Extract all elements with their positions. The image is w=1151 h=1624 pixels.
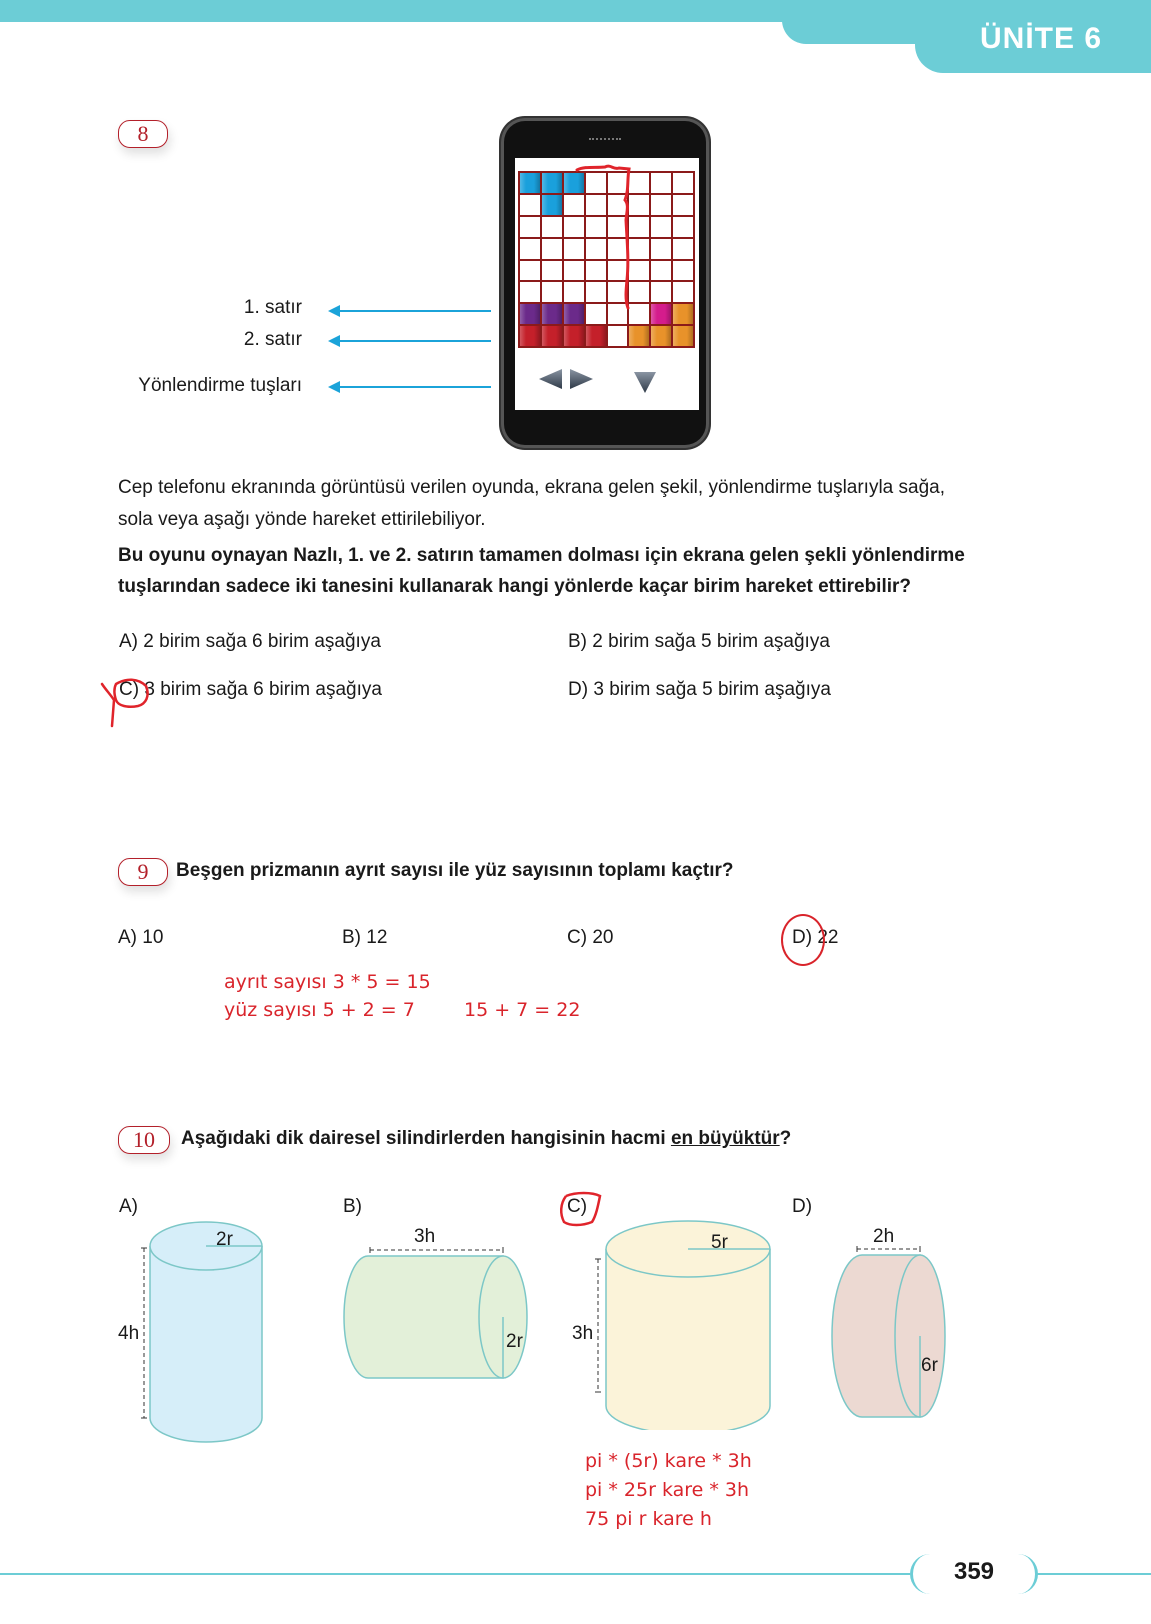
- grid-cell: [541, 238, 563, 260]
- footer-line-left: [0, 1573, 910, 1575]
- q9-option-a[interactable]: A) 10: [118, 927, 164, 948]
- grid-cell: [541, 303, 563, 325]
- row2-arrow: [330, 340, 491, 342]
- grid-cell: [650, 325, 672, 347]
- grid-cell: [650, 281, 672, 303]
- keys-arrow: [330, 386, 491, 388]
- cylinder-d: [820, 1230, 950, 1420]
- q9-note-line1: ayrıt sayısı 3 * 5 = 15: [224, 971, 431, 993]
- grid-cell: [541, 194, 563, 216]
- q9-note-line3: 15 + 7 = 22: [464, 999, 581, 1021]
- cylinder-b: [335, 1230, 535, 1390]
- grid-cell: [519, 238, 541, 260]
- grid-cell: [541, 260, 563, 282]
- grid-cell: [650, 172, 672, 194]
- q10-note-line3: 75 pi r kare h: [585, 1508, 712, 1530]
- q10-note-line1: pi * (5r) kare * 3h: [585, 1450, 752, 1472]
- question-number-9: 9: [118, 858, 168, 886]
- q8-option-c[interactable]: C) 3 birim sağa 6 birim aşağıya: [119, 679, 382, 700]
- q10-option-a-label[interactable]: A): [119, 1196, 138, 1217]
- row1-label: 1. satır: [243, 297, 302, 318]
- grid-cell: [541, 216, 563, 238]
- grid-cell: [519, 303, 541, 325]
- cylinder-d-radius: 6r: [921, 1355, 938, 1376]
- cylinder-d-height: 2h: [873, 1226, 895, 1247]
- grid-cell: [519, 281, 541, 303]
- grid-cell: [541, 281, 563, 303]
- phone-speaker: [589, 138, 621, 142]
- grid-cell: [672, 325, 694, 347]
- cylinder-a-radius: 2r: [216, 1229, 233, 1250]
- grid-cell: [519, 325, 541, 347]
- grid-cell: [650, 260, 672, 282]
- grid-cell: [519, 216, 541, 238]
- row2-label: 2. satır: [243, 329, 302, 350]
- grid-cell: [650, 303, 672, 325]
- grid-cell: [672, 172, 694, 194]
- grid-cell: [672, 303, 694, 325]
- cylinder-c-radius: 5r: [711, 1232, 728, 1253]
- cylinder-b-height: 3h: [414, 1226, 436, 1247]
- grid-cell: [585, 325, 607, 347]
- right-arrow-icon[interactable]: [568, 368, 594, 390]
- q8-option-d[interactable]: D) 3 birim sağa 5 birim aşağıya: [568, 679, 831, 700]
- q9-option-c[interactable]: C) 20: [567, 927, 614, 948]
- q8-stem-line2: sola veya aşağı yönde hareket ettirilebiliyor.: [118, 509, 486, 530]
- grid-cell: [541, 325, 563, 347]
- unit-label: ÜNİTE 6: [980, 22, 1103, 55]
- down-arrow-icon[interactable]: [633, 370, 657, 394]
- grid-cell: [519, 172, 541, 194]
- footer-line-right: [1032, 1573, 1151, 1575]
- q9-option-b[interactable]: B) 12: [342, 927, 388, 948]
- q10-note-line2: pi * 25r kare * 3h: [585, 1479, 750, 1501]
- left-arrow-icon[interactable]: [538, 368, 564, 390]
- grid-cell: [672, 238, 694, 260]
- q10-option-b-label[interactable]: B): [343, 1196, 362, 1217]
- q9-note-line2: yüz sayısı 5 + 2 = 7: [224, 999, 415, 1021]
- handdrawn-path-annotation: [575, 160, 645, 320]
- cylinder-a-height: 4h: [118, 1323, 140, 1344]
- grid-cell: [650, 238, 672, 260]
- row1-arrow: [330, 310, 491, 312]
- keys-label: Yönlendirme tuşları: [138, 375, 302, 396]
- grid-cell: [672, 194, 694, 216]
- answer-circle-mark: [781, 914, 825, 966]
- answer-circle-mark: [98, 676, 158, 728]
- q8-option-a[interactable]: A) 2 birim sağa 6 birim aşağıya: [119, 631, 381, 652]
- question-number-8: 8: [118, 120, 168, 148]
- cylinder-b-radius: 2r: [506, 1331, 523, 1352]
- grid-cell: [541, 172, 563, 194]
- grid-cell: [607, 325, 629, 347]
- cylinder-c-height: 3h: [572, 1323, 594, 1344]
- grid-cell: [563, 325, 585, 347]
- grid-cell: [650, 216, 672, 238]
- q10-question: Aşağıdaki dik dairesel silindirlerden hangisinin hacmi en büyüktür?: [181, 1128, 792, 1149]
- q9-question: Beşgen prizmanın ayrıt sayısı ile yüz sayısının toplamı kaçtır?: [176, 860, 734, 881]
- cylinder-c: [590, 1220, 780, 1430]
- q10-option-d-label[interactable]: D): [792, 1196, 813, 1217]
- q10-option-c-label[interactable]: C): [567, 1196, 588, 1217]
- q8-option-b[interactable]: B) 2 birim sağa 5 birim aşağıya: [568, 631, 830, 652]
- q8-question-line1: Bu oyunu oynayan Nazlı, 1. ve 2. satırın tamamen dolması için ekrana gelen şekli yönlendirme: [118, 545, 965, 566]
- q9-option-d[interactable]: D) 22: [792, 927, 839, 948]
- grid-cell: [672, 260, 694, 282]
- grid-cell: [519, 194, 541, 216]
- q8-stem-line1: Cep telefonu ekranında görüntüsü verilen oyunda, ekrana gelen şekil, yönlendirme tuşlarıyla sağa,: [118, 477, 946, 498]
- grid-cell: [628, 325, 650, 347]
- grid-cell: [519, 260, 541, 282]
- question-number-10: 10: [118, 1126, 170, 1154]
- q8-question-line2: tuşlarından sadece iki tanesini kullanarak hangi yönlerde kaçar birim hareket ettirebilir?: [118, 576, 912, 597]
- page-number: 359: [953, 1558, 995, 1585]
- grid-cell: [672, 281, 694, 303]
- grid-cell: [672, 216, 694, 238]
- grid-cell: [650, 194, 672, 216]
